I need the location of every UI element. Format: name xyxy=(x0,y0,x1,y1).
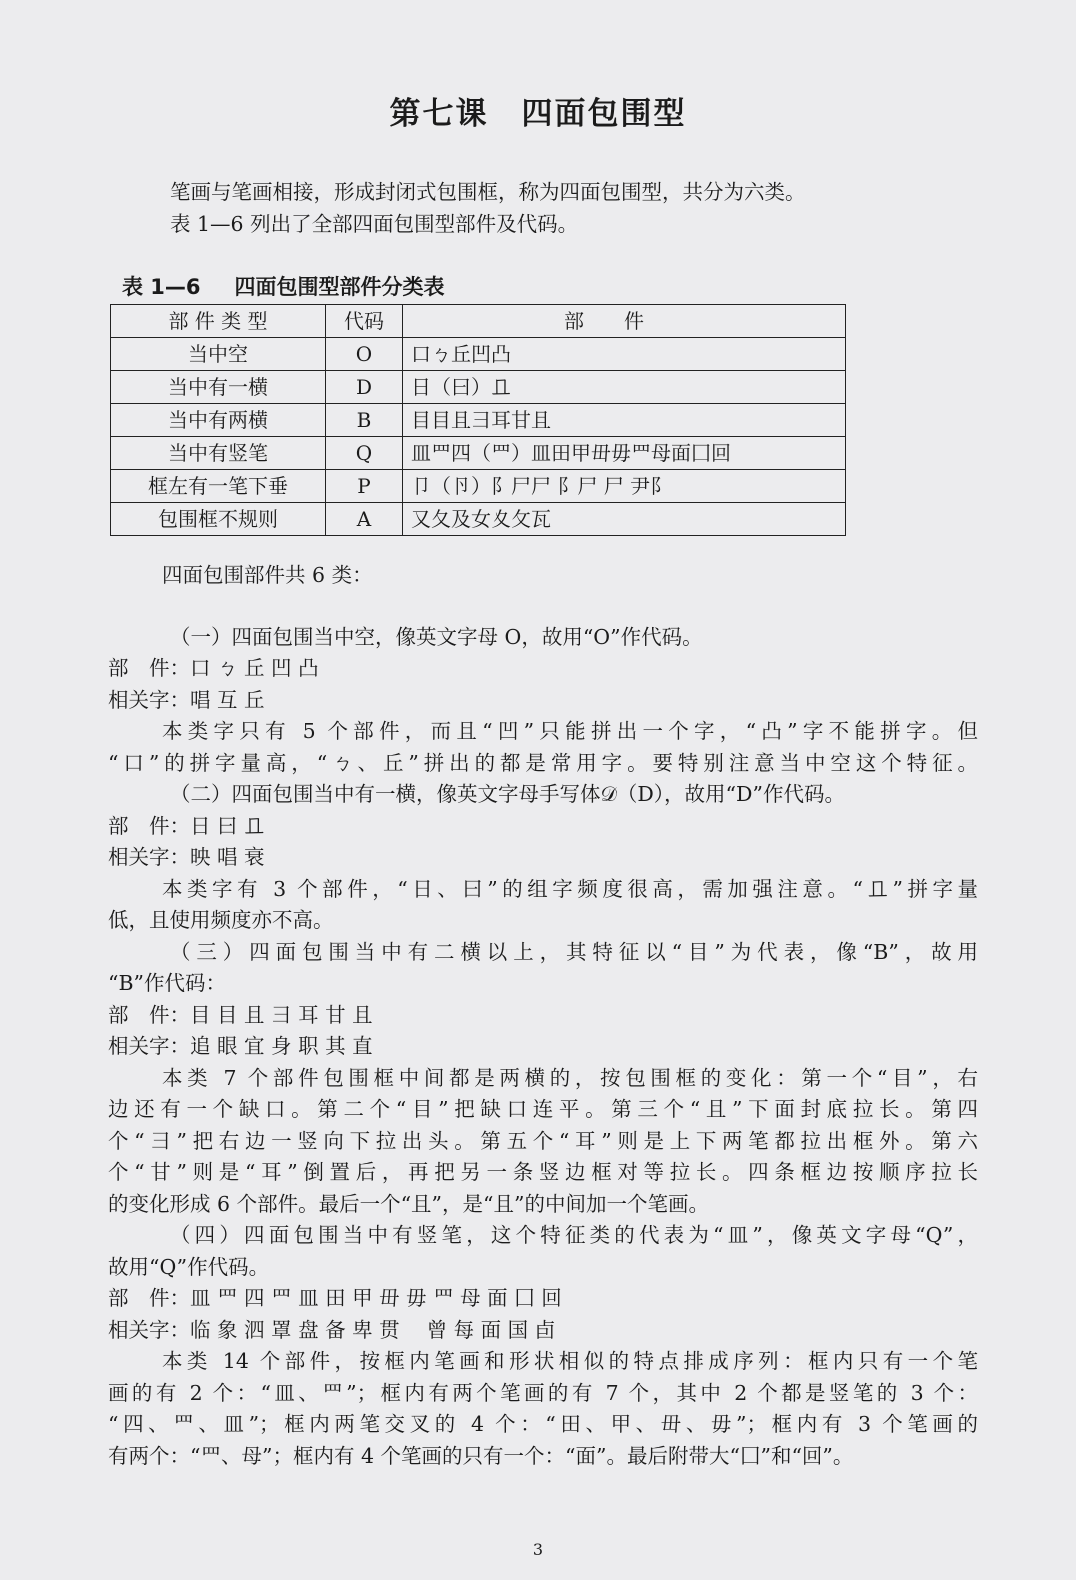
table-row xyxy=(111,503,846,536)
row-parts: 又夂及女夊攵瓦 xyxy=(403,503,846,536)
intro-line-2: 表 1—6 列出了全部四面包围型部件及代码。 xyxy=(170,212,579,236)
page-number: 3 xyxy=(532,1540,544,1559)
section-3-note-4: 个“甘”则是“耳”倒置后，再把另一条竖边框对等拉长。四条框边按顺序拉长 xyxy=(108,1160,978,1184)
row-code: D xyxy=(326,371,403,404)
header-code: 代码 xyxy=(326,305,403,338)
section-2-note-2: 低，且使用频度亦不高。 xyxy=(108,908,334,932)
section-2-parts: 部 件：日 曰 𠀃 xyxy=(108,813,265,838)
row-code: P xyxy=(326,470,403,503)
header-type: 部 件 类 型 xyxy=(111,305,326,338)
section-2-note-1: 本类字有 3 个部件，“日、曰”的组字频度很高，需加强注意。“𠀃”拼字量 xyxy=(162,876,978,901)
section-3-title-1: （三）四面包围当中有二横以上，其特征以“目”为代表，像“B”，故用 xyxy=(170,939,978,964)
row-code: B xyxy=(326,404,403,437)
section-3-note-5: 的变化形成 6 个部件。最后一个“且”，是“且”的中间加一个笔画。 xyxy=(108,1191,709,1216)
section-3-note-2: 边还有一个缺口。第二个“目”把缺口连平。第三个“且”下面封底拉长。第四 xyxy=(108,1097,978,1121)
table-header-row xyxy=(111,305,846,338)
row-parts: 口ㄅ丘凹凸 xyxy=(403,338,846,371)
section-4-note-1: 本类 14 个部件，按框内笔画和形状相似的特点排成序列：框内只有一个笔 xyxy=(162,1349,978,1373)
section-4-note-4: 有两个：“罒、母”；框内有 4 个笔画的只有一个：“面”。最后附带大“囗”和“回”。 xyxy=(108,1443,854,1468)
section-4-title-2: 故用“Q”作代码。 xyxy=(108,1254,270,1279)
table-number: 表 1—6 xyxy=(122,275,201,299)
parts-table xyxy=(110,304,846,536)
intro-line-1: 笔画与笔画相接，形成封闭式包围框，称为四面包围型，共分为六类。 xyxy=(170,180,806,204)
section-1-related: 相关字：唱 互 丘 xyxy=(108,687,265,712)
row-type: 当中有一横 xyxy=(111,371,326,404)
row-parts: 日（曰）𠀃 xyxy=(403,371,846,404)
table-row xyxy=(111,338,846,371)
row-code: Q xyxy=(326,437,403,470)
row-type: 框左有一笔下垂 xyxy=(111,470,326,503)
section-3-note-3: 个“彐”把右边一竖向下拉出头。第五个“耳”则是上下两笔都拉出框外。第六 xyxy=(108,1128,978,1153)
section-4-title-1: （四）四面包围当中有竖笔，这个特征类的代表为“皿”，像英文字母“Q”， xyxy=(170,1223,978,1247)
table-caption xyxy=(122,271,445,301)
section-3-note-1: 本类 7 个部件包围框中间都是两横的，按包围框的变化：第一个“目”，右 xyxy=(162,1065,978,1090)
body-text xyxy=(108,560,978,1472)
section-3-title-2: “B”作代码： xyxy=(108,971,227,995)
row-code: A xyxy=(326,503,403,536)
row-parts: 目目且彐耳甘且 xyxy=(403,404,846,437)
section-4-parts: 部 件：皿 罒 四 罒 皿 田 甲 毌 毋 罒 母 面 囗 回 xyxy=(108,1286,562,1310)
row-parts: 卩（卪）阝尸尸 阝尸 尸 尹阝 xyxy=(403,470,846,503)
section-4-note-3: “四、罒、皿”；框内两笔交叉的 4 个：“田、甲、毌、毋”；框内有 3 个笔画的 xyxy=(108,1412,978,1436)
row-type: 包围框不规则 xyxy=(111,503,326,536)
section-1-note-2: “口”的拼字量高，“ㄅ、丘”拼出的都是常用字。要特别注意当中空这个特征。 xyxy=(108,750,978,775)
section-2-title: （二）四面包围当中有一横，像英文字母手写体𝒟（D），故用“D”作代码。 xyxy=(170,782,845,806)
table-row xyxy=(111,437,846,470)
table-title: 四面包围型部件分类表 xyxy=(234,275,445,299)
table-row xyxy=(111,470,846,503)
section-3-parts: 部 件：目 目 且 彐 耳 甘 且 xyxy=(108,1002,373,1027)
section-4-related: 相关字：临 象 泗 罩 盘 备 卑 贯 曾 每 面 国 卣 xyxy=(108,1317,556,1342)
summary-line: 四面包围部件共 6 类： xyxy=(162,563,373,587)
lesson-title: 第七课 四面包围型 xyxy=(389,96,687,132)
section-1-title: （一）四面包围当中空，像英文字母 O，故用“O”作代码。 xyxy=(170,624,703,649)
section-4-note-2: 画的有 2 个：“皿、罒”；框内有两个笔画的有 7 个，其中 2 个都是竖笔的 3 个： xyxy=(108,1380,978,1405)
section-1-note-1: 本类字只有 5 个部件，而且“凹”只能拼出一个字，“凸”字不能拼字。但 xyxy=(162,719,978,743)
row-type: 当中空 xyxy=(111,338,326,371)
section-3-related: 相关字：追 眼 宜 身 职 其 直 xyxy=(108,1034,373,1058)
table-row xyxy=(111,371,846,404)
section-2-related: 相关字：映 唱 衰 xyxy=(108,845,265,869)
row-type: 当中有竖笔 xyxy=(111,437,326,470)
table-row xyxy=(111,404,846,437)
row-parts: 皿罒四（罒）皿田甲毌毋罒母面囗回 xyxy=(403,437,846,470)
row-type: 当中有两横 xyxy=(111,404,326,437)
header-parts: 部件 xyxy=(403,305,846,338)
row-code: O xyxy=(326,338,403,371)
section-1-parts: 部 件：口 ㄅ 丘 凹 凸 xyxy=(108,656,319,680)
